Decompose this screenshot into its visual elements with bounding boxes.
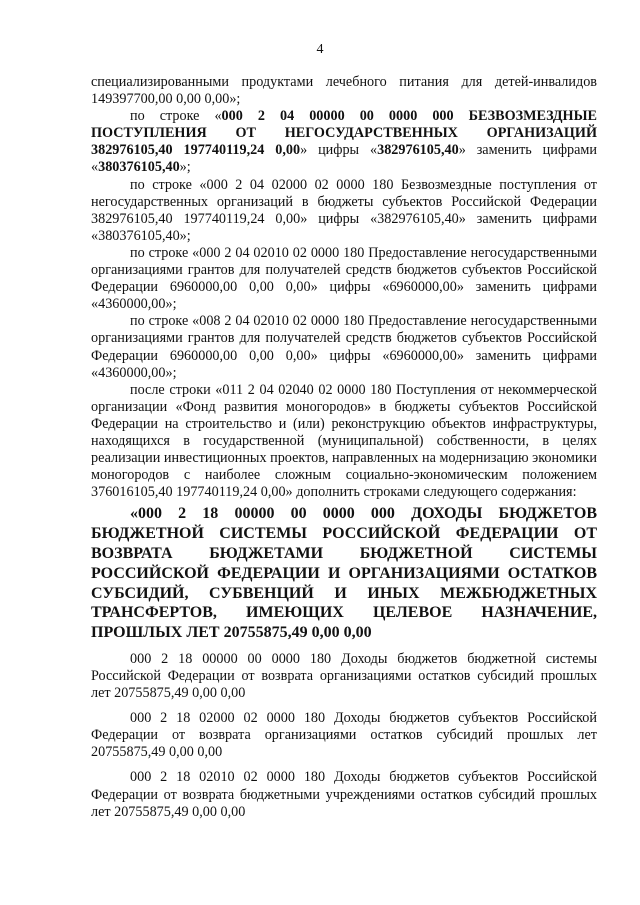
paragraph: по строке «000 2 04 02000 02 0000 180 Безвозмездные поступления от негосударственных организаций в бюджеты субъектов Российской Федерации 382976105,40 197740119,24 0,00» цифры «382976105,40» заменить цифрами «380376105,40»; bbox=[91, 176, 597, 244]
page-number: 4 bbox=[316, 42, 324, 57]
paragraph: после строки «011 2 04 02040 02 0000 180 Поступления от некоммерческой организации «Фонд развития моногородов» в бюджеты субъектов Российской Федерации на строительство и (или) реконструкцию объектов инфраструктуры, находящихся в государственной (муниципальной) собственности, в целях реализации инвестиционных проектов, направленных на модернизацию экономики моногородов с наиболее сложным социально-экономическим положением 376016105,40 197740119,24 0,00» дополнить строками следующего содержания: bbox=[91, 381, 597, 501]
bold-heading-paragraph: «000 2 18 00000 00 0000 000 ДОХОДЫ БЮДЖЕТОВ БЮДЖЕТНОЙ СИСТЕМЫ РОССИЙСКОЙ ФЕДЕРАЦИИ ОТ ВОЗВРАТА БЮДЖЕТАМИ БЮДЖЕТНОЙ СИСТЕМЫ РОССИЙСКОЙ ФЕДЕРАЦИИ И ОРГАНИЗАЦИЯМИ ОСТАТКОВ СУБСИДИЙ, СУБВЕНЦИЙ И ИНЫХ МЕЖБЮДЖЕТНЫХ ТРАНСФЕРТОВ, ИМЕЮЩИХ ЦЕЛЕВОЕ НАЗНАЧЕНИЕ, ПРОШЛЫХ ЛЕТ 20755875,49 0,00 0,00 bbox=[91, 505, 597, 642]
paragraph-bold-text: 382976105,40 bbox=[377, 142, 459, 159]
paragraph-text: по строке « bbox=[130, 108, 222, 125]
paragraph-text: » заменить цифрами « bbox=[91, 142, 598, 176]
paragraph-bold-text: 000 2 04 00000 00 0000 000 БЕЗВОЗМЕЗДНЫЕ ПОСТУПЛЕНИЯ ОТ НЕГОСУДАРСТВЕННЫХ ОРГАНИЗАЦИЙ 382976105,40 197740119,24 0,00 bbox=[91, 108, 597, 159]
paragraph: 000 2 18 02010 02 0000 180 Доходы бюджетов субъектов Российской Федерации от возврата бюджетными учреждениями остатков субсидий прошлых лет 20755875,49 0,00 0,00 bbox=[91, 769, 597, 820]
paragraph bbox=[91, 108, 597, 176]
document-body bbox=[91, 74, 597, 821]
paragraph-bold-text: 380376105,40 bbox=[98, 159, 180, 176]
paragraph: специализированными продуктами лечебного питания для детей-инвалидов 149397700,00 0,00 0,00»; bbox=[91, 74, 597, 108]
paragraph: по строке «000 2 04 02010 02 0000 180 Предоставление негосударственными организациями грантов для получателей средств бюджетов субъектов Российской Федерации 6960000,00 0,00 0,00» цифры «6960000,00» заменить цифрами «4360000,00»; bbox=[91, 244, 597, 313]
paragraph: 000 2 18 02000 02 0000 180 Доходы бюджетов субъектов Российской Федерации от возврата организациями остатков субсидий прошлых лет 20755875,49 0,00 0,00 bbox=[91, 710, 597, 761]
paragraph-text: »; bbox=[179, 159, 191, 176]
paragraph: 000 2 18 00000 00 0000 180 Доходы бюджетов бюджетной системы Российской Федерации от возврата организациями остатков субсидий прошлых лет 20755875,49 0,00 0,00 bbox=[91, 650, 597, 702]
paragraph: по строке «008 2 04 02010 02 0000 180 Предоставление негосударственными организациями грантов для получателей средств бюджетов субъектов Российской Федерации 6960000,00 0,00 0,00» цифры «6960000,00» заменить цифрами «4360000,00»; bbox=[91, 313, 597, 381]
paragraph-text: » цифры « bbox=[300, 142, 378, 159]
